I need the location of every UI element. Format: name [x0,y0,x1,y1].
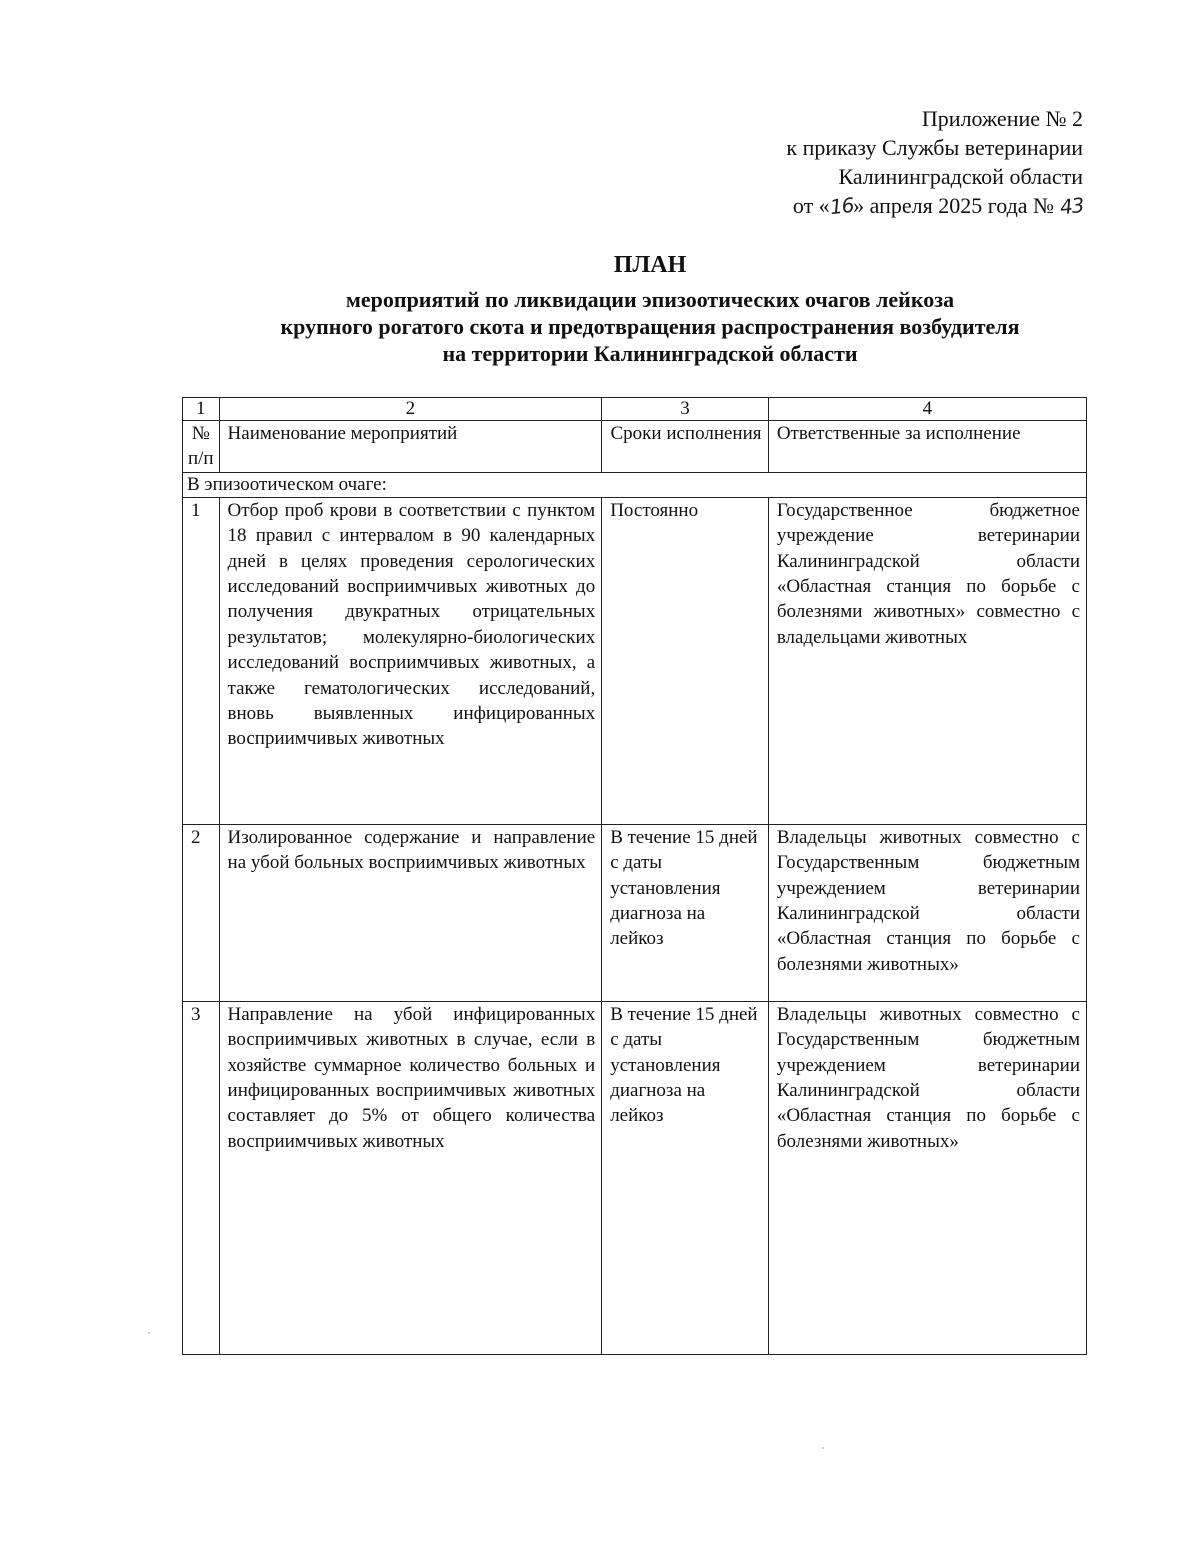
date-middle: » апреля 2025 года № [853,193,1060,218]
table-row [183,1001,1087,1354]
row-responsible: Владельцы животных совместно с Государственным бюджетным учреждением ветеринарии Калининградской области «Областная станция по борьбе с болезнями животных» [768,824,1086,1001]
header-num: № п/п [183,421,220,473]
header-terms: Сроки исполнения [602,421,769,473]
table-row [183,824,1087,1001]
title-line-1: мероприятий по ликвидации эпизоотических очагов лейкоза [345,287,955,312]
section-label: В эпизоотическом очаге: [183,472,1087,497]
table-row [183,497,1087,824]
scan-speck [148,1332,150,1334]
title-line-2: крупного рогатого скота и предотвращения распространения возбудителя [280,314,1020,339]
row-measure: Отбор проб крови в соответствии с пунктом 18 правил с интервалом в 90 календарных дней в целях проведения серологических исследований восприимчивых животных до получения двукратных отрицательных результатов; молекулярно-биологических исследований восприимчивых животных, а также гематологических исследований, вновь выявленных инфицированных восприимчивых животных [219,497,602,824]
title-main: ПЛАН [613,252,687,278]
header-row [183,421,1087,473]
column-number: 2 [219,398,602,421]
appendix-region: Калининградской области [838,164,1083,189]
handwritten-day: 16 [828,192,855,220]
handwritten-order-number: 43 [1058,192,1085,220]
appendix-date-line [663,191,1083,221]
header-name: Наименование мероприятий [219,421,602,473]
row-measure: Направление на убой инфицированных восприимчивых животных в случае, если в хозяйстве суммарное количество больных и инфицированных восприимчивых животных составляет до 5% от общего количества восприимчивых животных [219,1001,602,1354]
scan-speck [822,1447,824,1449]
section-row [183,472,1087,497]
appendix-header [663,104,1083,221]
column-number-row [183,398,1087,421]
row-responsible: Государственное бюджетное учреждение ветеринарии Калининградской области «Областная станция по борьбе с болезнями животных» совместно с владельцами животных [768,497,1086,824]
row-terms: Постоянно [602,497,769,824]
document-title [150,250,1150,367]
row-terms: В течение 15 дней с даты установления диагноза на лейкоз [602,824,769,1001]
measures-table [182,397,1087,1355]
column-number: 1 [183,398,220,421]
row-responsible: Владельцы животных совместно с Государственным бюджетным учреждением ветеринарии Калининградской области «Областная станция по борьбе с болезнями животных» [768,1001,1086,1354]
date-prefix: от « [792,193,830,218]
column-number: 4 [768,398,1086,421]
title-line-3: на территории Калининградской области [442,341,858,366]
column-number: 3 [602,398,769,421]
appendix-title: Приложение № 2 [921,106,1083,131]
row-number: 1 [183,497,220,824]
row-number: 2 [183,824,220,1001]
row-number: 3 [183,1001,220,1354]
appendix-order-ref: к приказу Службы ветеринарии [786,135,1083,160]
row-terms: В течение 15 дней с даты установления диагноза на лейкоз [602,1001,769,1354]
row-measure: Изолированное содержание и направление на убой больных восприимчивых животных [219,824,602,1001]
header-responsible: Ответственные за исполнение [768,421,1086,473]
